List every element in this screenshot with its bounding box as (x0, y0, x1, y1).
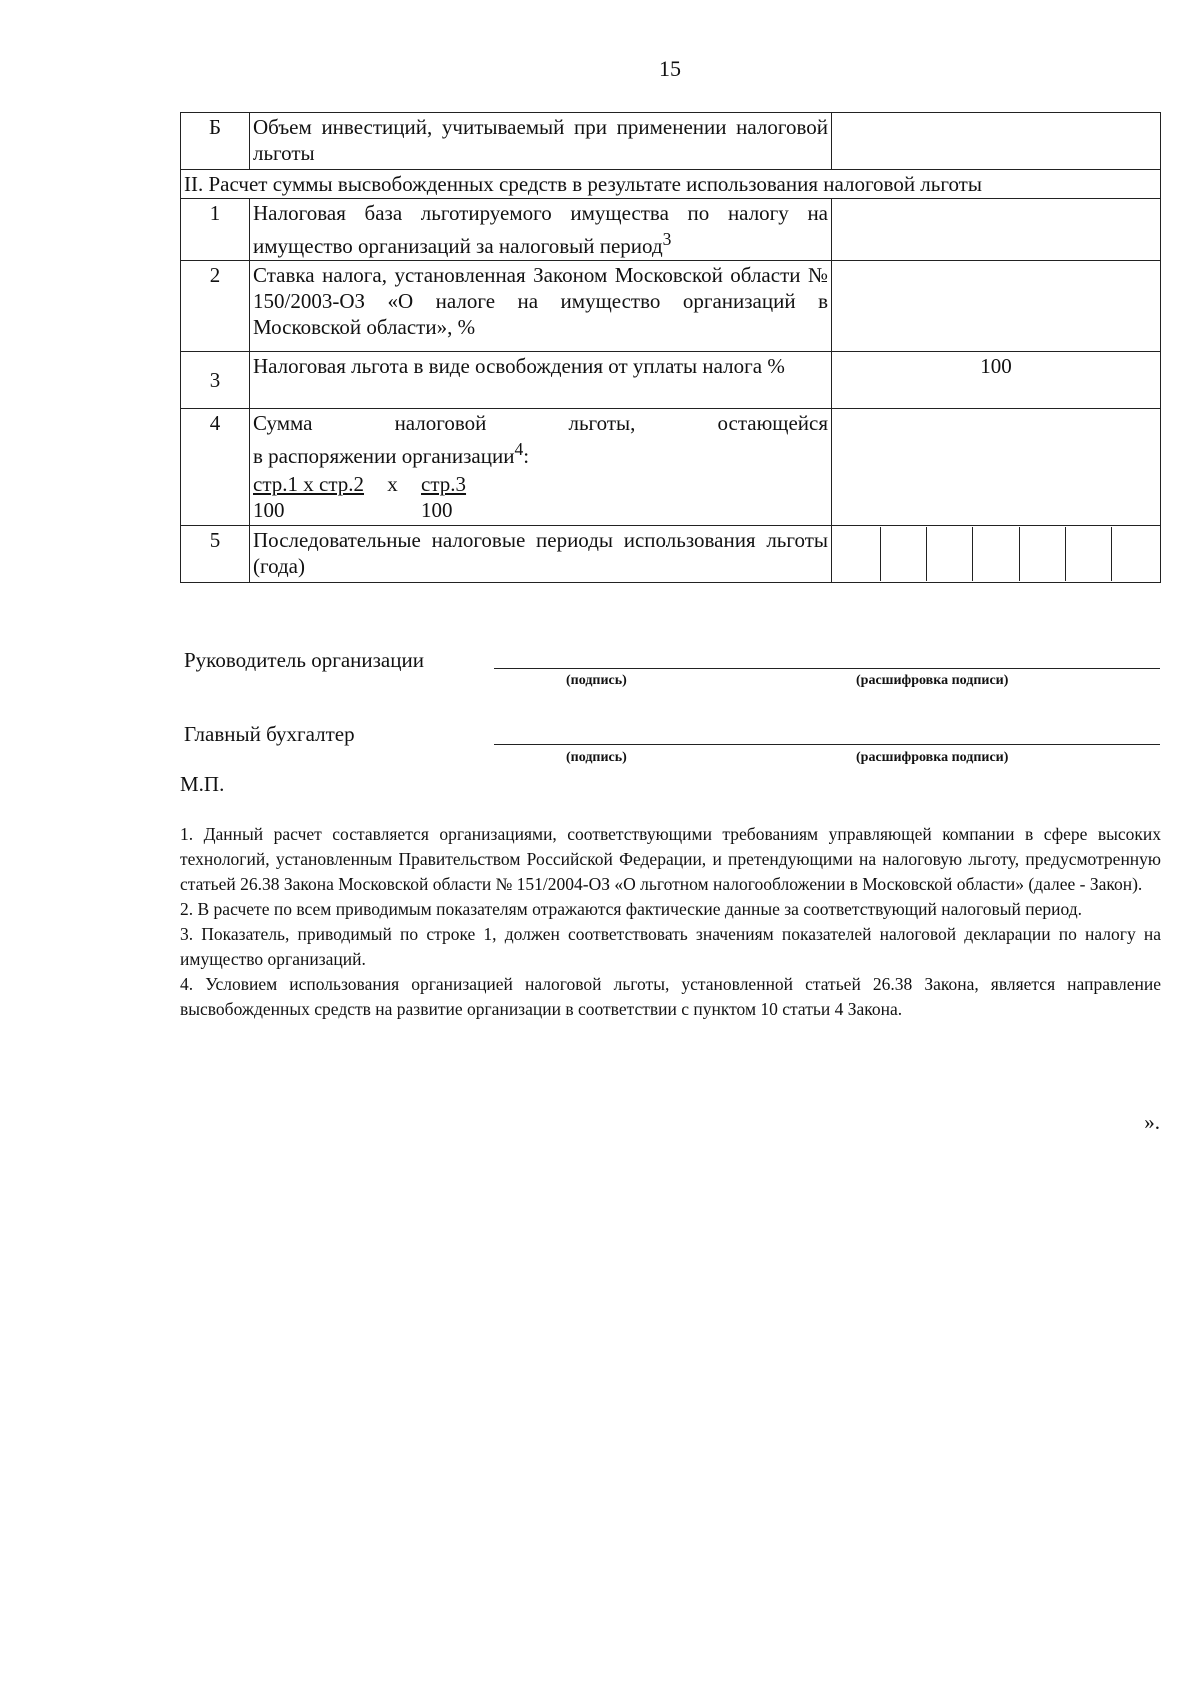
row-value-cell[interactable]: 100 (832, 352, 1161, 409)
row-description: Последовательные налоговые периоды использования льготы (года) (250, 526, 832, 583)
row-value-cell[interactable] (832, 409, 1161, 526)
row-description (250, 199, 832, 261)
table-row-5 (181, 526, 1161, 583)
row-number: 1 (181, 199, 250, 261)
section-header-row (181, 170, 1161, 199)
row-description (250, 409, 832, 526)
year-cell[interactable] (835, 527, 880, 581)
footnotes (180, 822, 1161, 1022)
table-row-3 (181, 352, 1161, 409)
table-row-1 (181, 199, 1161, 261)
formula-numerator: стр.3 (421, 472, 467, 496)
head-signature-line[interactable] (494, 648, 1160, 669)
formula-operator: х (387, 472, 398, 496)
formula-denominator: 100 (253, 498, 285, 522)
table-row-4 (181, 409, 1161, 526)
signature-decode-hint: (расшифровка подписи) (856, 673, 1009, 688)
accountant-signature-line[interactable] (494, 722, 1160, 745)
year-cell[interactable] (1065, 527, 1111, 581)
year-cell[interactable] (926, 527, 972, 581)
footnote: 3. Показатель, приводимый по строке 1, должен соответствовать значениям показателей налоговой декларации по налогу на имущество организаций. (180, 924, 1161, 969)
signature-hint: (подпись) (566, 673, 627, 688)
row-description: Налоговая льгота в виде освобождения от уплаты налога % (250, 352, 832, 409)
table-row-2 (181, 261, 1161, 352)
section-title: II. Расчет суммы высвобожденных средств в результате использования налоговой льготы (181, 170, 1161, 199)
row-number: 2 (181, 261, 250, 352)
page-number: 15 (659, 56, 681, 81)
row-number: 3 (181, 352, 250, 409)
signature-hint: (подпись) (566, 750, 627, 765)
signature-decode-hint: (расшифровка подписи) (856, 750, 1009, 765)
footnote: 1. Данный расчет составляется организациями, соответствующими требованиям управляющей компании в сфере высоких технологий, установленным Правительством Российской Федерации, и претендующими на налоговую льготу, предусмотренную статьей 26.38 Закона Московской области № 151/2004-ОЗ «О льготном налогообложении в Московской области» (далее - Закон). (180, 824, 1161, 894)
year-cell[interactable] (972, 527, 1018, 581)
footnote-ref: 3 (662, 229, 672, 249)
row-number: 4 (181, 409, 250, 526)
footnote: 4. Условием использования организацией налоговой льготы, установленной статьей 26.38 Закона, является направление высвобожденных средств на развитие организации в соответствии с пунктом 10 статьи 4 Закона. (180, 974, 1161, 1019)
formula-numerator: стр.1 х стр.2 (253, 472, 365, 496)
row-value-cell[interactable] (832, 113, 1161, 170)
description-line: Сумма налоговой льготы, остающейся (253, 411, 828, 435)
year-cell[interactable] (880, 527, 926, 581)
stamp-placeholder: М.П. (180, 772, 225, 796)
description-line: в распоряжении организации$^4$: (253, 439, 530, 468)
year-cell[interactable] (1019, 527, 1065, 581)
row-number: Б (181, 113, 250, 170)
row-description: Ставка налога, установленная Законом Московской области № 150/2003-ОЗ «О налоге на имущество организаций в Московской области», % (250, 261, 832, 352)
row-value-cell[interactable] (832, 261, 1161, 352)
accountant-signature-label: Главный бухгалтер (184, 722, 355, 746)
table-row-b (181, 113, 1161, 170)
year-cell[interactable] (1111, 527, 1157, 581)
year-cells (832, 526, 1161, 583)
footnote-ref: 4 (514, 439, 524, 459)
closing-quote: ». (1144, 1110, 1160, 1134)
row-number: 5 (181, 526, 250, 583)
row-value-cell[interactable] (832, 199, 1161, 261)
row-description: Объем инвестиций, учитываемый при применении налоговой льготы (250, 113, 832, 170)
head-signature-label: Руководитель организации (184, 648, 424, 672)
formula-denominator: 100 (421, 498, 453, 522)
footnote: 2. В расчете по всем приводимым показателям отражаются фактические данные за соответствующий налоговый период. (180, 899, 1083, 919)
calculation-formula (253, 471, 828, 523)
row-description-text: Налоговая база льготируемого имущества по налогу на имущество организаций за налоговый период (253, 201, 828, 258)
tax-calculation-table (180, 112, 1161, 583)
